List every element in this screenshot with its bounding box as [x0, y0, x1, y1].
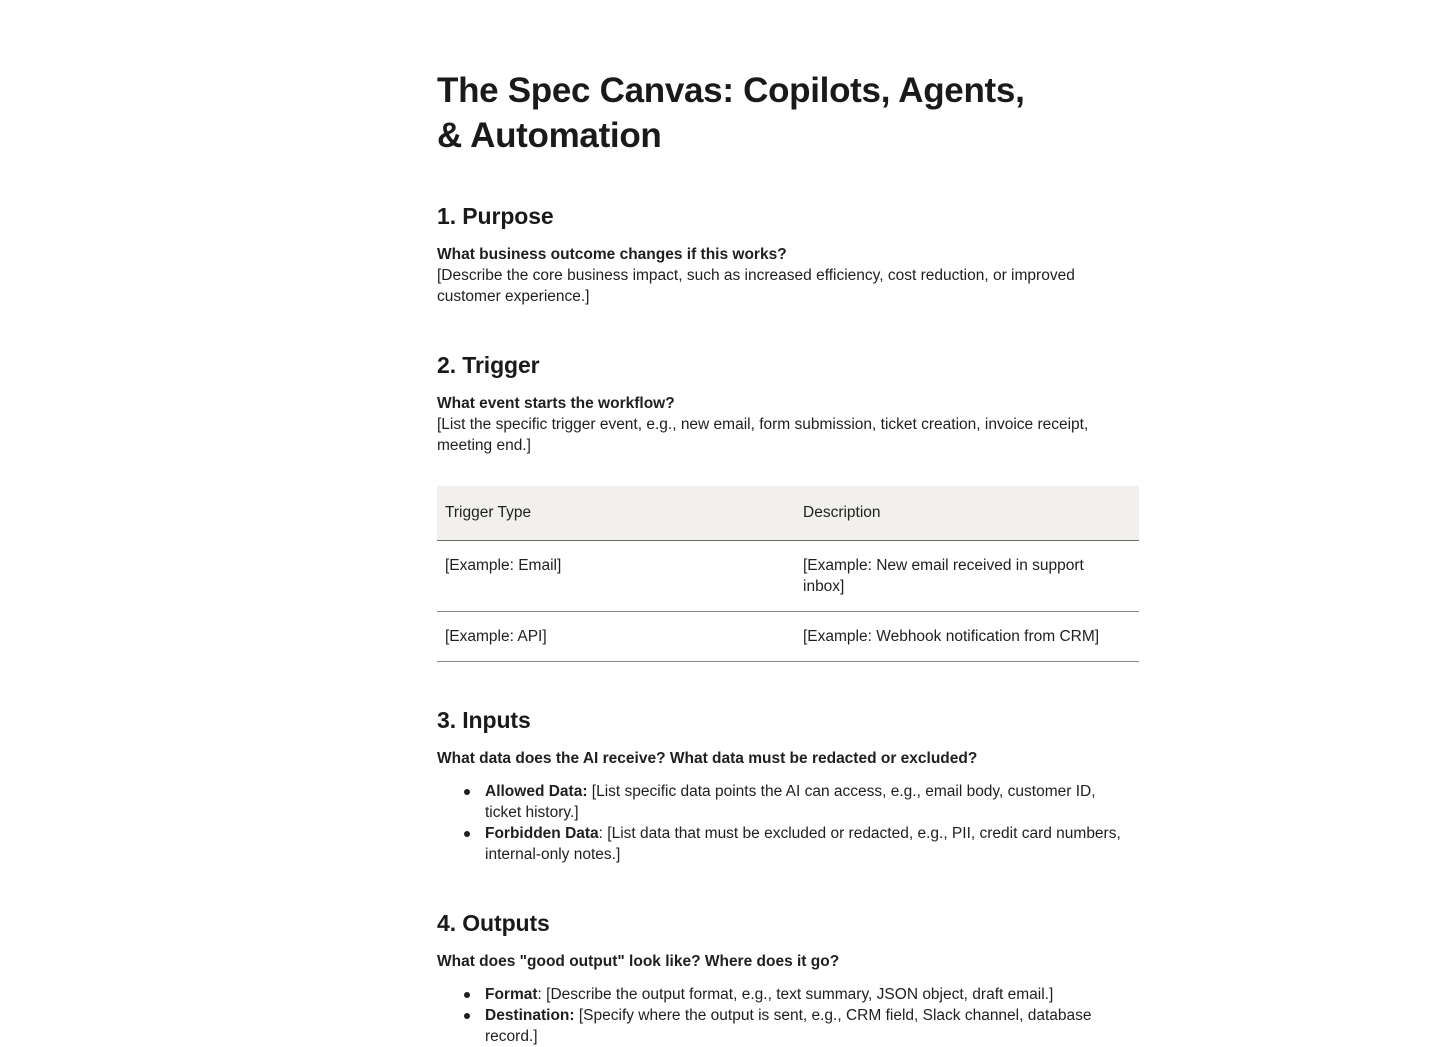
list-item-label: Allowed Data:: [485, 783, 588, 800]
page-title: The Spec Canvas: Copilots, Agents, & Automation: [437, 71, 1025, 155]
list-item: [437, 984, 1125, 1005]
trigger-table-body: [437, 541, 1139, 662]
outputs-bullet-list: [437, 972, 1125, 1047]
cell-description: [Example: New email received in support inbox]: [795, 541, 1139, 612]
trigger-table: [437, 486, 1139, 662]
inputs-bullet-list: [437, 769, 1125, 865]
table-header-row: [437, 486, 1139, 541]
section-heading-purpose: 1. Purpose: [437, 203, 554, 229]
list-item: [437, 823, 1125, 865]
bullet-dot-icon: [464, 789, 470, 795]
section-heading-inputs: 3. Inputs: [437, 707, 531, 733]
list-item: [437, 781, 1125, 823]
cell-trigger-type: [Example: API]: [437, 612, 795, 662]
cell-trigger-type: [Example: Email]: [437, 541, 795, 612]
trigger-table-head: [437, 486, 1139, 541]
trigger-body: [List the specific trigger event, e.g., new email, form submission, ticket creation, invoice receipt, meeting end.]: [437, 416, 1089, 454]
section-heading-trigger: 2. Trigger: [437, 352, 540, 378]
list-item: [437, 1005, 1125, 1047]
table-row: [437, 612, 1139, 662]
section-heading-outputs: 4. Outputs: [437, 910, 550, 936]
column-header-description: Description: [795, 486, 1139, 541]
list-item-text: [List specific data points the AI can access, e.g., email body, customer ID, ticket history.]: [485, 783, 1096, 821]
outputs-question: What does "good output" look like? Where does it go?: [437, 953, 840, 970]
list-item-text: : [Describe the output format, e.g., text summary, JSON object, draft email.]: [537, 986, 1054, 1003]
trigger-question: What event starts the workflow?: [437, 395, 675, 412]
list-item-label: Format: [485, 986, 538, 1003]
inputs-question: What data does the AI receive? What data must be redacted or excluded?: [437, 750, 978, 767]
column-header-trigger-type: Trigger Type: [437, 486, 795, 541]
cell-description: [Example: Webhook notification from CRM]: [795, 612, 1139, 662]
bullet-dot-icon: [464, 992, 470, 998]
list-item-label: Forbidden Data: [485, 825, 599, 842]
document-content: [437, 0, 1125, 1047]
list-item-text: : [List data that must be excluded or redacted, e.g., PII, credit card numbers, internal-only notes.]: [485, 825, 1121, 863]
bullet-dot-icon: [464, 831, 470, 837]
table-row: [437, 541, 1139, 612]
purpose-body: [Describe the core business impact, such as increased efficiency, cost reduction, or improved customer experience.]: [437, 267, 1075, 305]
purpose-question: What business outcome changes if this works?: [437, 246, 787, 263]
bullet-dot-icon: [464, 1013, 470, 1019]
list-item-text: [Specify where the output is sent, e.g., CRM field, Slack channel, database record.]: [485, 1007, 1092, 1045]
list-item-label: Destination:: [485, 1007, 575, 1024]
